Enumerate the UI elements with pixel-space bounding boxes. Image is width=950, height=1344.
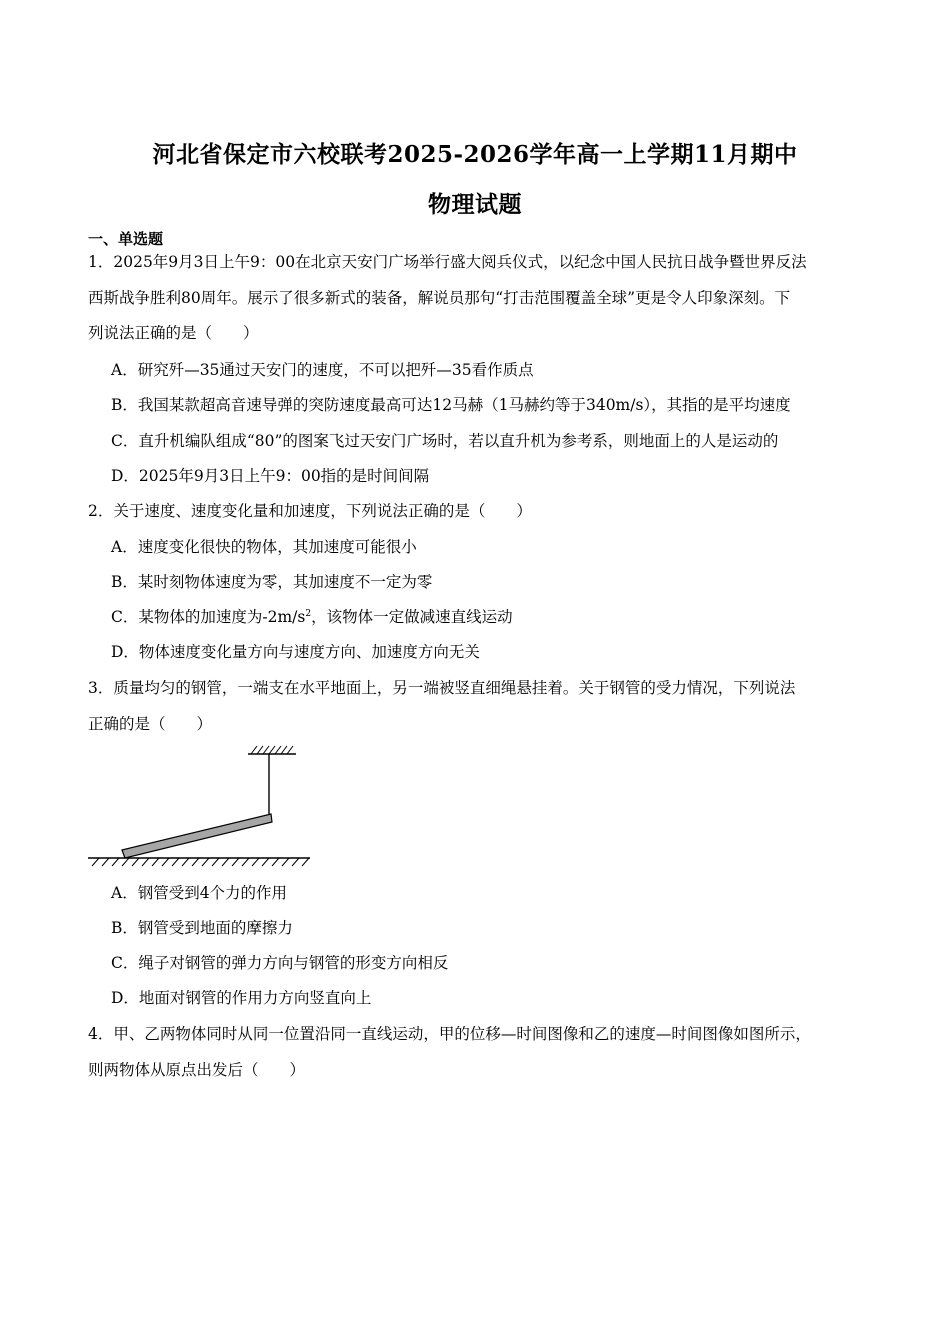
steel-pipe (122, 814, 272, 858)
q4-stem-line2: 则两物体从原点出发后（ ） (88, 1061, 306, 1079)
q3-option-b: B．钢管受到地面的摩擦力 (111, 919, 293, 937)
q3-option-d: D．地面对钢管的作用力方向竖直向上 (111, 989, 372, 1007)
ceiling-hatching (251, 746, 293, 754)
q2-option-c-tail: ，该物体一定做减速直线运动 (311, 608, 513, 626)
q2-option-a: A．速度变化很快的物体，其加速度可能很小 (111, 538, 417, 556)
q2-option-c-exponent: 2 (305, 608, 312, 619)
section-heading: 一、单选题 (88, 230, 164, 248)
q2-option-d: D．物体速度变化量方向与速度方向、加速度方向无关 (111, 643, 480, 661)
q1-option-c: C．直升机编队组成“80”的图案飞过天安门广场时，若以直升机为参考系，则地面上的人是运动的 (111, 432, 779, 450)
ground-hatching (92, 858, 309, 866)
steel-pipe-diagram (88, 742, 318, 870)
q1-option-b: B．我国某款超高音速导弹的突防速度最高可达12马赫（1马赫约等于340m/s），其指的是平均速度 (111, 396, 791, 414)
q3-option-c: C．绳子对钢管的弹力方向与钢管的形变方向相反 (111, 954, 449, 972)
q1-option-a: A．研究歼—35通过天安门的速度，不可以把歼—35看作质点 (111, 361, 534, 379)
q2-option-c-text: C．某物体的加速度为-2m/s (111, 608, 306, 626)
q1-stem-line3: 列说法正确的是（ ） (88, 324, 259, 342)
q2-option-b: B．某时刻物体速度为零，其加速度不一定为零 (111, 573, 433, 591)
q2-stem: 2．关于速度、速度变化量和加速度，下列说法正确的是（ ） (88, 502, 532, 520)
q1-stem-line2: 西斯战争胜利80周年。展示了很多新式的装备，解说员那句“打击范围覆盖全球”更是令人印象深刻。下 (88, 289, 791, 307)
q3-stem-line2: 正确的是（ ） (88, 715, 213, 733)
exam-subtitle: 物理试题 (428, 191, 522, 218)
q3-option-a: A．钢管受到4个力的作用 (111, 884, 288, 902)
q1-stem-line1: 1．2025年9月3日上午9：00在北京天安门广场举行盛大阅兵仪式，以纪念中国人民抗日战争暨世界反法 (88, 253, 807, 271)
q1-option-d: D．2025年9月3日上午9：00指的是时间间隔 (111, 467, 430, 485)
q4-stem-line1: 4．甲、乙两物体同时从同一位置沿同一直线运动，甲的位移—时间图像和乙的速度—时间图像如图所示， (88, 1025, 811, 1043)
q3-stem-line1: 3．质量均匀的钢管，一端支在水平地面上，另一端被竖直细绳悬挂着。关于钢管的受力情况，下列说法 (88, 679, 796, 697)
exam-title: 河北省保定市六校联考2025-2026学年高一上学期11月期中 (152, 141, 798, 168)
q2-option-c (111, 607, 513, 627)
